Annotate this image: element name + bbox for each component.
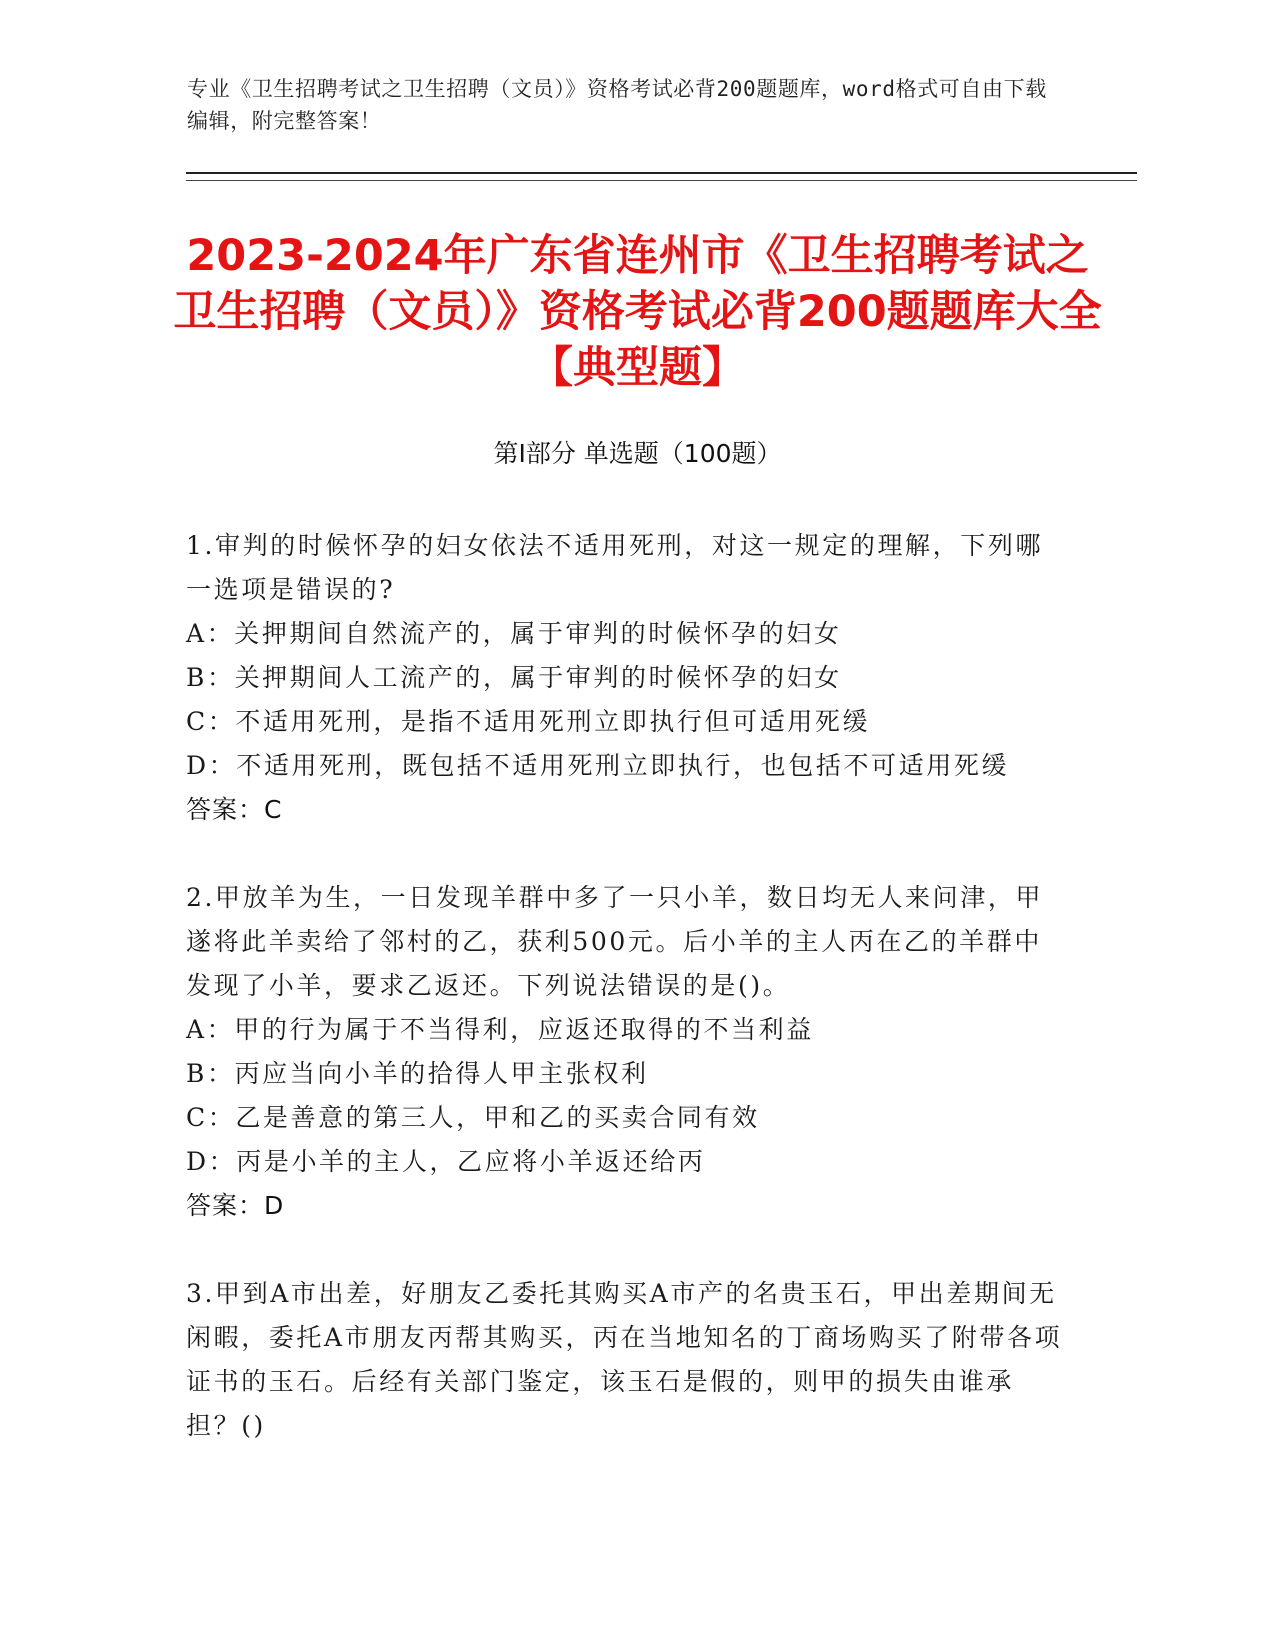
question-1 xyxy=(186,524,1066,832)
question-stem: 1.审判的时候怀孕的妇女依法不适用死刑，对这一规定的理解，下列哪一选项是错误的? xyxy=(186,531,1044,604)
option-a: A：关押期间自然流产的，属于审判的时候怀孕的妇女 xyxy=(186,619,842,648)
answer-label: 答案：C xyxy=(186,795,283,824)
section-heading: 第Ⅰ部分 单选题（100题） xyxy=(493,439,782,468)
question-3 xyxy=(186,1272,1066,1448)
header-divider-thick xyxy=(186,172,1137,174)
option-a: A：甲的行为属于不当得利，应返还取得的不当利益 xyxy=(186,1015,814,1044)
answer-label: 答案：D xyxy=(186,1191,285,1220)
question-stem: 2.甲放羊为生，一日发现羊群中多了一只小羊，数日均无人来问津，甲遂将此羊卖给了邻村的乙，获利500元。后小羊的主人丙在乙的羊群中发现了小羊，要求乙返还。下列说法错误的是()。 xyxy=(186,883,1044,1000)
option-d: D：丙是小羊的主人，乙应将小羊返还给丙 xyxy=(186,1147,706,1176)
document-title: 2023-2024年广东省连州市《卫生招聘考试之卫生招聘（文员）》资格考试必背200题题库大全【典型题】 xyxy=(173,231,1102,393)
header-note: 专业《卫生招聘考试之卫生招聘（文员）》资格考试必背200题题库，word格式可自由下载编辑，附完整答案！ xyxy=(187,77,1047,133)
question-2 xyxy=(186,876,1066,1228)
question-list xyxy=(186,524,1066,1492)
option-c: C：不适用死刑，是指不适用死刑立即执行但可适用死缓 xyxy=(186,707,871,736)
option-c: C：乙是善意的第三人，甲和乙的买卖合同有效 xyxy=(186,1103,760,1132)
header-divider-thin xyxy=(186,180,1137,181)
option-b: B：丙应当向小羊的拾得人甲主张权利 xyxy=(186,1059,649,1088)
question-stem: 3.甲到A市出差，好朋友乙委托其购买A市产的名贵玉石，甲出差期间无闲暇，委托A市朋友丙帮其购买，丙在当地知名的丁商场购买了附带各项证书的玉石。后经有关部门鉴定，该玉石是假的，则甲的损失由谁承担？() xyxy=(186,1279,1063,1440)
option-d: D：不适用死刑，既包括不适用死刑立即执行，也包括不可适用死缓 xyxy=(186,751,1010,780)
option-b: B：关押期间人工流产的，属于审判的时候怀孕的妇女 xyxy=(186,663,842,692)
